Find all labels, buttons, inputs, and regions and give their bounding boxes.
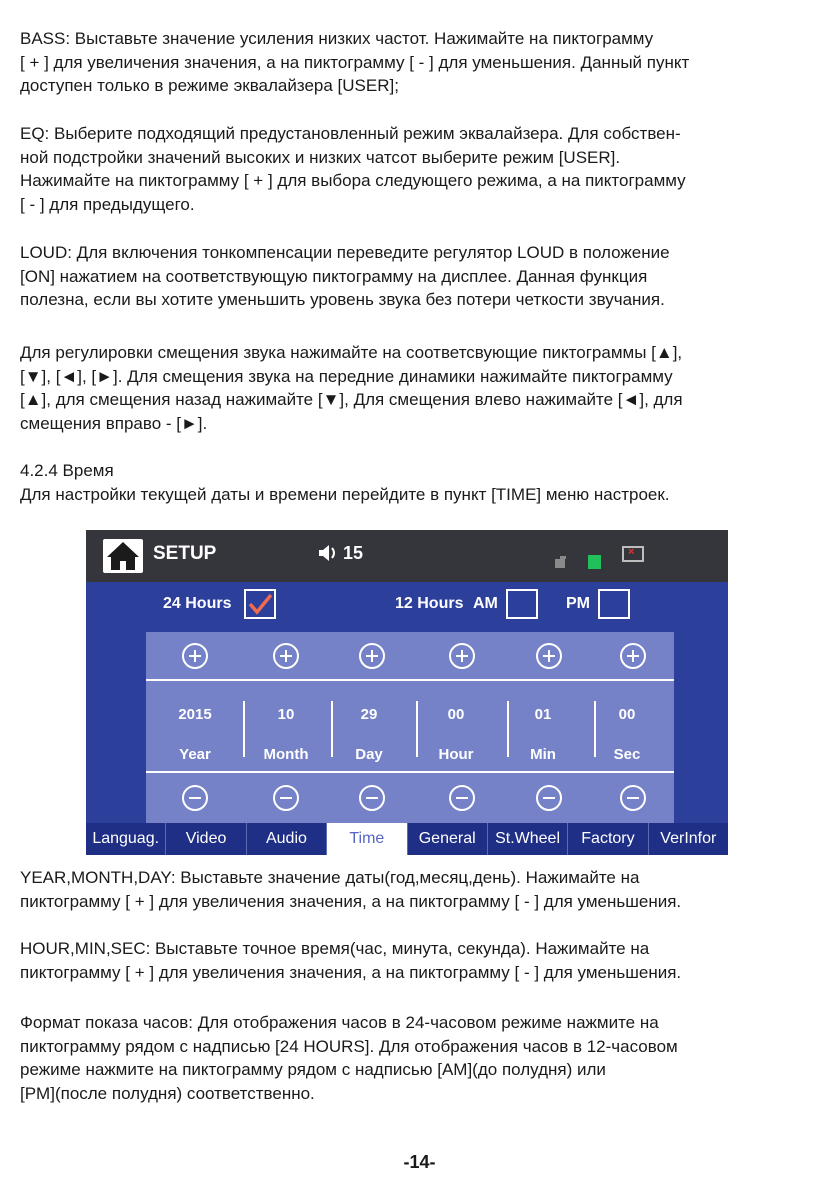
ymd-paragraph: YEAR,MONTH,DAY: Выставьте значение даты(год,месяц,день). Нажимайте на пиктограмму [ + ] для увеличения значения, а на пиктограмму [ - ] для уменьшения. <box>20 868 682 911</box>
pm-checkbox[interactable] <box>598 589 630 619</box>
month-minus-button[interactable] <box>272 784 300 812</box>
column-divider <box>243 701 245 757</box>
min-label: Min <box>530 746 556 763</box>
sec-plus-button[interactable] <box>619 642 647 670</box>
tab-version-info[interactable]: VerInfor <box>660 830 717 847</box>
tab-factory[interactable]: Factory <box>568 823 648 855</box>
setup-screenshot <box>86 530 728 855</box>
day-minus-button[interactable] <box>358 784 386 812</box>
hour-minus-button[interactable] <box>448 784 476 812</box>
year-value: 2015 <box>178 706 212 723</box>
volume-level: 15 <box>343 543 364 563</box>
24-hours-label: 24 Hours <box>163 595 232 612</box>
hour-label: Hour <box>438 746 474 763</box>
home-icon <box>103 539 143 573</box>
hour-plus-button[interactable] <box>448 642 476 670</box>
day-value: 29 <box>360 706 378 723</box>
balance-paragraph: Для регулировки смещения звука нажимайте на соответсвующие пиктограммы [▲], [▼], [◄], [►]. Для смещения звука на передние динамики нажимайте пиктограмму [▲], для смещения назад нажимайте [▼], Для смещения влево нажимайте [◄], для смещения вправо - [►]. <box>20 343 683 433</box>
month-value: 10 <box>277 706 295 723</box>
grid-divider <box>146 679 674 681</box>
volume-indicator[interactable] <box>318 543 363 564</box>
setup-title: SETUP <box>153 543 217 564</box>
eq-paragraph: EQ: Выберите подходящий предустановленный режим эквалайзера. Для собствен- ной подстройки значений высоких и низких чатсот выберите режим [USER]. Нажимайте на пиктограмму [ + ] для выбора следующего режима, а на пиктограмму [ - ] для предыдущего. <box>20 124 686 214</box>
year-label: Year <box>179 746 211 763</box>
speaker-icon <box>318 544 340 562</box>
tab-language[interactable]: Languag. <box>86 823 166 855</box>
tab-general[interactable]: General <box>408 823 488 855</box>
checkmark-icon <box>246 591 274 617</box>
pm-label: PM <box>566 595 590 612</box>
am-label: AM <box>473 595 498 612</box>
time-grid <box>146 632 674 828</box>
time-section-heading: 4.2.4 Время Для настройки текущей даты и времени перейдите в пункт [TIME] меню настроек. <box>20 461 670 504</box>
month-label: Month <box>263 746 309 763</box>
screen-off-cross-icon: × <box>628 546 635 558</box>
min-value: 01 <box>534 706 552 723</box>
page-number: -14- <box>403 1152 436 1172</box>
hour-value: 00 <box>447 706 465 723</box>
loud-paragraph: LOUD: Для включения тонкомпенсации переведите регулятор LOUD в положение [ON] нажатием на соответствующую пиктограмму на дисплее. Данная функция полезна, если вы хотите уменьшить уровень звука без потери четкости звучания. <box>20 243 670 309</box>
sec-minus-button[interactable] <box>619 784 647 812</box>
12-hours-label: 12 Hours <box>395 595 464 612</box>
year-minus-button[interactable] <box>181 784 209 812</box>
day-label: Day <box>355 746 383 763</box>
hms-paragraph: HOUR,MIN,SEC: Выставьте точное время(час, минута, секунда). Нажимайте на пиктограмму [ + ] для увеличения значения, а на пиктограмму [ - ] для уменьшения. <box>20 939 682 982</box>
sd-status-icon <box>588 555 601 569</box>
am-checkbox[interactable] <box>506 589 538 619</box>
min-minus-button[interactable] <box>535 784 563 812</box>
tab-video[interactable]: Video <box>166 823 246 855</box>
home-button[interactable] <box>103 539 143 573</box>
usb-status-icon-base <box>555 559 565 568</box>
24-hours-checkbox[interactable] <box>244 589 276 619</box>
setup-header <box>86 530 728 582</box>
format-paragraph: Формат показа часов: Для отображения часов в 24-часовом режиме нажмите на пиктограмму рядом с надписью [24 HOURS]. Для отображения часов в 12-часовом режиме нажмите на пиктограмму рядом с надписью [AM](до полудня) или [PM](после полудня) соответственно. <box>20 1013 678 1103</box>
bass-paragraph: BASS: Выставьте значение усиления низких частот. Нажимайте на пиктограмму [ + ] для увеличения значения, а на пиктограмму [ - ] для уменьшения. Данный пункт доступен только в режиме эквалайзера [USER]; <box>20 29 690 95</box>
tab-steering-wheel[interactable]: St.Wheel <box>488 823 568 855</box>
setup-tab-bar <box>86 823 728 855</box>
tab-audio[interactable]: Audio <box>247 823 327 855</box>
min-plus-button[interactable] <box>535 642 563 670</box>
grid-divider <box>146 771 674 773</box>
sec-value: 00 <box>618 706 636 723</box>
tab-time[interactable]: Time <box>327 823 407 855</box>
sec-label: Sec <box>613 746 641 763</box>
year-plus-button[interactable] <box>181 642 209 670</box>
month-plus-button[interactable] <box>272 642 300 670</box>
day-plus-button[interactable] <box>358 642 386 670</box>
